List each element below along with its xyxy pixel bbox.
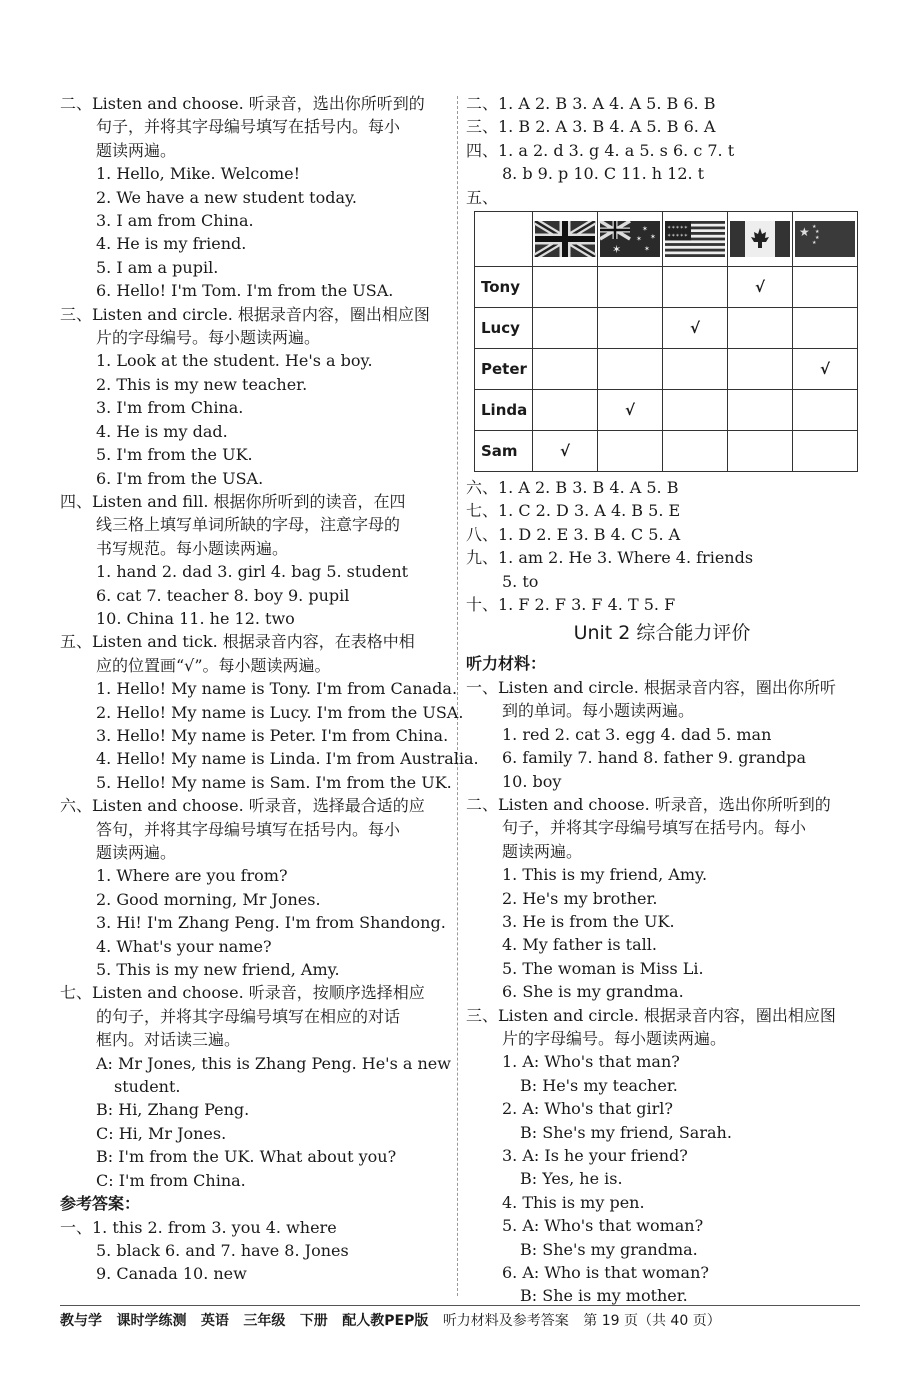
list-item: 5. This is my new friend, Amy.: [96, 960, 340, 980]
unit-title: Unit 2 综合能力评价: [573, 622, 751, 645]
footer-edition: 配人教PEP版: [342, 1313, 429, 1329]
svg-text:✶: ✶: [644, 245, 650, 254]
svg-text:✶: ✶: [612, 243, 622, 257]
flag-header-row: [475, 212, 858, 267]
australia-flag-icon: [599, 221, 661, 257]
list-item: 3. A: Is he your friend?: [502, 1146, 688, 1165]
list-item: 4. He is my friend.: [96, 234, 247, 254]
list-item: 1. red 2. cat 3. egg 4. dad 5. man: [502, 724, 772, 744]
list-item: 2. He's my brother.: [502, 888, 658, 908]
list-item: 6. Hello! I'm Tom. I'm from the USA.: [96, 281, 394, 301]
list-item: 6. She is my grandma.: [502, 982, 684, 1002]
tick-cell: [598, 431, 663, 472]
svg-text:✶: ✶: [642, 225, 648, 234]
left-column: [60, 92, 479, 1286]
list-item: 五、: [466, 187, 499, 207]
row-name: Tony: [475, 267, 533, 308]
table-row: [475, 349, 858, 390]
tick-cell: √: [533, 431, 598, 472]
tick-cell: [728, 308, 793, 349]
list-item: 6. I'm from the USA.: [96, 468, 264, 488]
list-item: 3. Hello! My name is Peter. I'm from China.: [96, 725, 449, 745]
list-item: 6. family 7. hand 8. father 9. grandpa: [502, 748, 807, 768]
section-4-heading: 四、Listen and fill. 根据你所听到的读音，在四 线三格上填写单词所缺的字母，注意字母的 书写规范。每小题读两遍。: [60, 491, 406, 558]
svg-text:✶✶✶✶✶: ✶✶✶✶✶: [667, 233, 688, 240]
tick-cell: [728, 349, 793, 390]
list-item: 6. A: Who is that woman?: [502, 1263, 709, 1283]
list-item: 2. We have a new student today.: [96, 187, 357, 207]
section-5-heading: 五、Listen and tick. 根据录音内容，在表格中相 应的位置画“√”。每小题读两遍。: [60, 632, 415, 675]
row-name: Lucy: [475, 308, 533, 349]
tick-cell: √: [598, 390, 663, 431]
list-item: 2. A: Who's that girl?: [502, 1099, 673, 1119]
table-row: [475, 390, 858, 431]
list-item: 6. cat 7. teacher 8. boy 9. pupil: [96, 585, 350, 605]
section-6-items: [60, 864, 452, 981]
footer-brand: 教与学: [60, 1313, 102, 1329]
list-item: 5. I am a pupil.: [96, 257, 219, 277]
footer-section: 听力材料及参考答案: [442, 1313, 569, 1329]
unit2-section-2-heading: 二、Listen and choose. 听录音，选出你所听到的 句子，并将其字母编号填写在括号内。每小 题读两遍。: [466, 794, 831, 861]
answer-key-heading: 参考答案：: [60, 1194, 141, 1214]
list-item: 4. What's your name?: [96, 936, 272, 956]
table-row: [475, 267, 858, 308]
answers-bottom: [466, 476, 858, 616]
list-item: 3. He is from the UK.: [502, 911, 675, 931]
unit2-section-3-items: [466, 1050, 858, 1307]
tick-cell: [663, 431, 728, 472]
list-item: B: Hi, Zhang Peng.: [96, 1100, 250, 1120]
list-item: 4. My father is tall.: [502, 935, 657, 955]
list-item: 十、1. F 2. F 3. F 4. T 5. F: [466, 595, 676, 615]
svg-text:✶✶✶✶✶: ✶✶✶✶✶: [667, 225, 688, 232]
list-item: B: She's my grandma.: [520, 1239, 698, 1259]
footer-series: 课时学练测: [116, 1313, 187, 1329]
list-item: 九、1. am 2. He 3. Where 4. friends: [466, 548, 754, 568]
list-item: 七、1. C 2. D 3. A 4. B 5. E: [466, 501, 681, 521]
listening-heading: 听力材料：: [466, 654, 547, 674]
list-item: 2. Hello! My name is Lucy. I'm from the USA.: [96, 702, 464, 722]
list-item: 3. Hi! I'm Zhang Peng. I'm from Shandong.: [96, 913, 446, 933]
list-item: B: I'm from the UK. What about you?: [96, 1147, 397, 1167]
list-item: 5. black 6. and 7. have 8. Jones: [96, 1240, 349, 1260]
page-number: 第 19 页（共 40 页）: [583, 1313, 721, 1329]
footer-subject: 英语: [200, 1313, 229, 1329]
unit2-section-2-items: [466, 863, 858, 1003]
tick-cell: [728, 431, 793, 472]
list-item: 3. I am from China.: [96, 211, 254, 231]
tick-cell: [533, 349, 598, 390]
list-item: 二、1. A 2. B 3. A 4. A 5. B 6. B: [466, 94, 716, 113]
answers-top: [466, 92, 858, 209]
list-item: 八、1. D 2. E 3. B 4. C 5. A: [466, 524, 681, 544]
tick-cell: [533, 267, 598, 308]
list-item: 1. Hello! My name is Tony. I'm from Canada.: [96, 679, 458, 699]
list-item: 4. He is my dad.: [96, 421, 228, 441]
svg-text:✶: ✶: [636, 235, 642, 244]
section-7-heading: 七、Listen and choose. 听录音，按顺序选择相应 的句子，并将其字母编号填写在相应的对话 框内。对话读三遍。: [60, 983, 425, 1050]
section-2-items: [60, 162, 452, 302]
list-item: 三、1. B 2. A 3. B 4. A 5. B 6. A: [466, 117, 716, 137]
list-item: 1. hand 2. dad 3. girl 4. bag 5. student: [96, 562, 409, 582]
corner-cell: [475, 212, 533, 267]
flag-tick-table: [474, 211, 858, 472]
tick-cell: √: [793, 349, 858, 390]
section-3-heading: 三、Listen and circle. 根据录音内容，圈出相应图 片的字母编号。每小题读两遍。: [60, 304, 430, 348]
list-item: 2. Good morning, Mr Jones.: [96, 889, 321, 909]
footer-grade: 三年级: [243, 1313, 286, 1329]
tick-cell: [598, 349, 663, 390]
table-row: [475, 308, 858, 349]
tick-cell: [598, 308, 663, 349]
row-name: Linda: [475, 390, 533, 431]
list-item: 一、1. this 2. from 3. you 4. where: [60, 1217, 337, 1237]
list-item: 9. Canada 10. new: [96, 1264, 247, 1284]
footer-volume: 下册: [299, 1313, 328, 1329]
tick-cell: √: [728, 267, 793, 308]
canada-flag-icon: [729, 221, 791, 257]
list-item: B: She is my mother.: [520, 1286, 688, 1306]
list-item: 1. A: Who's that man?: [502, 1052, 680, 1072]
tick-cell: [533, 390, 598, 431]
section-2-heading: 二、Listen and choose. 听录音，选出你所听到的 句子，并将其字母编号填写在括号内。每小 题读两遍。: [60, 94, 425, 160]
row-name: Peter: [475, 349, 533, 390]
list-item: A: Mr Jones, this is Zhang Peng. He's a new: [96, 1053, 451, 1073]
page-footer: [60, 1305, 860, 1330]
list-item: student.: [114, 1077, 181, 1097]
tick-cell: [663, 267, 728, 308]
tick-cell: [793, 267, 858, 308]
section-5-items: [60, 677, 479, 794]
svg-text:★: ★: [812, 240, 817, 247]
list-item: 5. Hello! My name is Sam. I'm from the UK.: [96, 772, 452, 792]
section-4-items: [60, 560, 452, 630]
list-item: 2. This is my new teacher.: [96, 374, 308, 394]
list-item: 1. This is my friend, Amy.: [502, 865, 708, 885]
answer-key-items: [60, 1216, 452, 1286]
list-item: 8. b 9. p 10. C 11. h 12. t: [502, 164, 705, 184]
tick-cell: [793, 308, 858, 349]
list-item: 4. This is my pen.: [502, 1192, 645, 1212]
list-item: C: I'm from China.: [96, 1170, 246, 1190]
tick-cell: [793, 390, 858, 431]
right-column: [466, 92, 858, 1308]
list-item: 六、1. A 2. B 3. B 4. A 5. B: [466, 478, 679, 498]
list-item: 10. boy: [502, 771, 562, 791]
unit2-section-1-items: [466, 723, 858, 793]
china-flag-icon: [794, 221, 856, 257]
tick-cell: [728, 390, 793, 431]
uk-flag-icon: [534, 221, 596, 257]
list-item: 5. to: [502, 571, 539, 591]
tick-cell: [663, 349, 728, 390]
table-row: [475, 431, 858, 472]
svg-text:★: ★: [799, 225, 810, 240]
section-7-items: [60, 1052, 452, 1192]
list-item: B: He's my teacher.: [520, 1075, 678, 1095]
list-item: B: Yes, he is.: [520, 1169, 623, 1189]
tick-cell: √: [663, 308, 728, 349]
column-divider: [457, 96, 458, 1296]
list-item: C: Hi, Mr Jones.: [96, 1123, 227, 1143]
unit2-section-1-heading: 一、Listen and circle. 根据录音内容，圈出你所听 到的单词。每小题读两遍。: [466, 677, 836, 721]
list-item: 5. A: Who's that woman?: [502, 1216, 704, 1236]
tick-cell: [533, 308, 598, 349]
unit2-section-3-heading: 三、Listen and circle. 根据录音内容，圈出相应图 片的字母编号。每小题读两遍。: [466, 1005, 836, 1048]
list-item: 5. I'm from the UK.: [96, 445, 253, 465]
row-name: Sam: [475, 431, 533, 472]
section-3-items: [60, 349, 452, 489]
tick-cell: [793, 431, 858, 472]
svg-text:★: ★: [815, 235, 820, 242]
usa-flag-icon: [664, 221, 726, 257]
list-item: 四、1. a 2. d 3. g 4. a 5. s 6. c 7. t: [466, 140, 735, 160]
list-item: 1. Where are you from?: [96, 866, 288, 886]
tick-cell: [598, 267, 663, 308]
svg-text:★: ★: [812, 224, 817, 231]
list-item: B: She's my friend, Sarah.: [520, 1122, 732, 1142]
svg-text:✶: ✶: [650, 233, 656, 242]
list-item: 5. The woman is Miss Li.: [502, 958, 704, 978]
tick-cell: [663, 390, 728, 431]
list-item: 1. Look at the student. He's a boy.: [96, 351, 373, 371]
list-item: 4. Hello! My name is Linda. I'm from Australia.: [96, 749, 479, 769]
list-item: 10. China 11. he 12. two: [96, 608, 295, 628]
section-6-heading: 六、Listen and choose. 听录音，选择最合适的应 答句，并将其字母编号填写在括号内。每小 题读两遍。: [60, 796, 425, 862]
list-item: 3. I'm from China.: [96, 398, 244, 418]
svg-text:★: ★: [815, 229, 820, 236]
list-item: 1. Hello, Mike. Welcome!: [96, 164, 301, 184]
